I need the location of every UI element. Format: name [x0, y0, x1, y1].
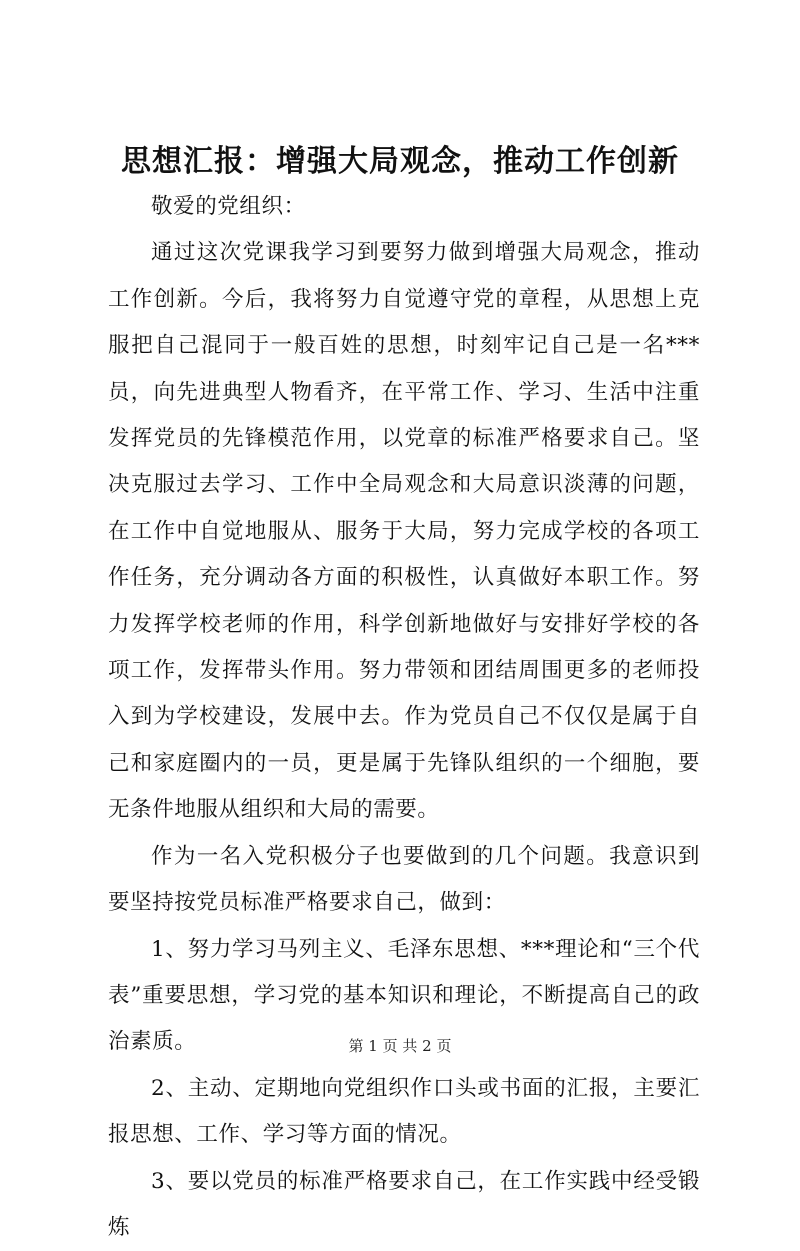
document-body: [108, 184, 700, 1251]
page-footer: 第 1 页 共 2 页: [348, 1037, 452, 1055]
document-title: 思想汇报：增强大局观念，推动工作创新: [121, 144, 679, 179]
list-item-3: 3、要以党员的标准严格要求自己，在工作实践中经受锻炼: [108, 1168, 700, 1240]
salutation-paragraph: 敬爱的党组织：: [151, 194, 306, 219]
body-paragraph-activist: 作为一名入党积极分子也要做到的几个问题。我意识到要坚持按党员标准严格要求自己，做到：: [108, 843, 700, 916]
list-item-1: 1、努力学习马列主义、毛泽东思想、***理论和“三个代表”重要思想，学习党的基本知识和理论，不断提高自己的政治素质。: [108, 936, 700, 1055]
body-paragraph-main: 通过这次党课我学习到要努力做到增强大局观念，推动工作创新。今后，我将努力自觉遵守党的章程，从思想上克服把自己混同于一般百姓的思想，时刻牢记自己是一名***员，向先进典型人物看齐，在平常工作、学习、生活中注重发挥党员的先锋模范作用，以党章的标准严格要求自己。坚决克服过去学习、工作中全局观念和大局意识淡薄的问题，在工作中自觉地服从、服务于大局，努力完成学校的各项工作任务，充分调动各方面的积极性，认真做好本职工作。努力发挥学校老师的作用，科学创新地做好与安排好学校的各项工作，发挥带头作用。努力带领和团结周围更多的老师投入到为学校建设，发展中去。作为党员自己不仅仅是属于自己和家庭圈内的一员，更是属于先锋队组织的一个细胞，要无条件地服从组织和大局的需要。: [108, 240, 700, 823]
list-item-2: 2、主动、定期地向党组织作口头或书面的汇报，主要汇报思想、工作、学习等方面的情况。: [108, 1075, 700, 1148]
